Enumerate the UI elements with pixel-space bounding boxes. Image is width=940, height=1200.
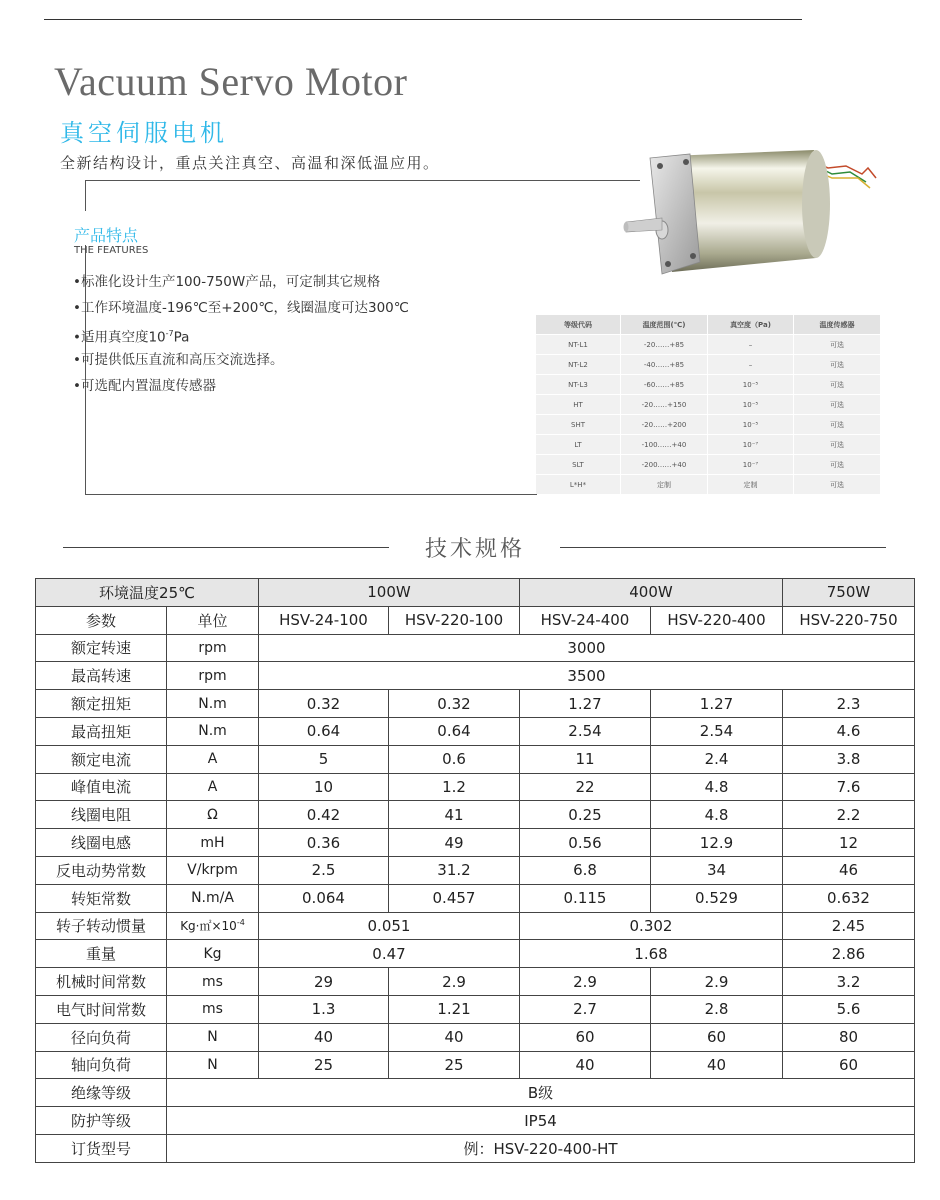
spec-row: [36, 1134, 915, 1162]
spec-row: [36, 1023, 915, 1051]
spec-label: 线圈电感: [36, 829, 167, 857]
spec-unit: N: [167, 1023, 259, 1051]
grade-cell: 可选: [794, 395, 880, 414]
spec-value: 4.6: [783, 717, 915, 745]
spec-unit: N.m: [167, 717, 259, 745]
spec-value: 4.8: [651, 773, 783, 801]
spec-label: 径向负荷: [36, 1023, 167, 1051]
motor-photo: [618, 138, 918, 298]
grade-cell: -20……+200: [621, 415, 707, 434]
feature-text: •适用真空度10: [73, 329, 166, 346]
spec-value: 2.3: [783, 690, 915, 718]
spec-unit: [167, 912, 259, 940]
feature-item: •标准化设计生产100-750W产品，可定制其它规格: [73, 274, 381, 290]
spec-value: 2.45: [783, 912, 915, 940]
spec-value: 1.3: [259, 995, 389, 1023]
spec-unit: ms: [167, 968, 259, 996]
grade-header: 等级代码: [536, 315, 620, 334]
spec-label: 额定转速: [36, 634, 167, 662]
features-heading-en: THE FEATURES: [74, 245, 149, 256]
spec-row: [36, 634, 915, 662]
grade-row: [536, 435, 880, 454]
unit-label: 单位: [167, 606, 259, 634]
spec-value: 3000: [259, 634, 915, 662]
spec-value: 80: [783, 1023, 915, 1051]
grade-row: [536, 455, 880, 474]
spec-value: 2.54: [651, 717, 783, 745]
spec-row: [36, 662, 915, 690]
grade-cell: 可选: [794, 375, 880, 394]
spec-value: 4.8: [651, 801, 783, 829]
spec-row: [36, 745, 915, 773]
grade-header: 真空度（Pa): [708, 315, 793, 334]
spec-value: 5.6: [783, 995, 915, 1023]
spec-value: 46: [783, 856, 915, 884]
spec-value: 12.9: [651, 829, 783, 857]
spec-value: 0.32: [389, 690, 520, 718]
spec-row: [36, 884, 915, 912]
spec-value: 12: [783, 829, 915, 857]
frame-line: [85, 180, 640, 181]
feature-item: •可选配内置温度传感器: [73, 378, 216, 394]
spec-value: 2.9: [520, 968, 651, 996]
env-condition: 环境温度25℃: [36, 579, 259, 607]
spec-row: [36, 856, 915, 884]
spec-value: 31.2: [389, 856, 520, 884]
grade-row: [536, 395, 880, 414]
spec-value: 0.051: [259, 912, 520, 940]
grade-cell: 可选: [794, 435, 880, 454]
frame-line: [85, 180, 86, 211]
spec-value: 34: [651, 856, 783, 884]
feature-item: [73, 324, 409, 350]
spec-label: 绝缘等级: [36, 1079, 167, 1107]
spec-value: 2.9: [651, 968, 783, 996]
grade-cell: 10⁻⁵: [708, 415, 793, 434]
spec-value: 0.457: [389, 884, 520, 912]
spec-row: [36, 1051, 915, 1079]
grade-cell: –: [708, 335, 793, 354]
spec-label: 电气时间常数: [36, 995, 167, 1023]
spec-value: 0.632: [783, 884, 915, 912]
power-group: 100W: [259, 579, 520, 607]
spec-label: 线圈电阻: [36, 801, 167, 829]
model-name: HSV-220-400: [651, 606, 783, 634]
grade-cell: 10⁻⁷: [708, 455, 793, 474]
spec-value: 1.68: [520, 940, 783, 968]
param-label: 参数: [36, 606, 167, 634]
spec-value: 0.6: [389, 745, 520, 773]
spec-value: 40: [259, 1023, 389, 1051]
vacuum-unit: Pa: [173, 329, 190, 346]
spec-table: [35, 578, 915, 1163]
spec-value: 10: [259, 773, 389, 801]
spec-row: [36, 829, 915, 857]
grade-cell: NT-L2: [536, 355, 620, 374]
spec-unit: A: [167, 745, 259, 773]
spec-label: 订货型号: [36, 1134, 167, 1162]
spec-row: [36, 1107, 915, 1135]
grade-cell: 10⁻⁷: [708, 435, 793, 454]
grade-row: [536, 335, 880, 354]
model-name: HSV-24-100: [259, 606, 389, 634]
spec-value: 60: [651, 1023, 783, 1051]
frame-line: [85, 494, 537, 495]
spec-label: 峰值电流: [36, 773, 167, 801]
spec-value: 1.21: [389, 995, 520, 1023]
grade-cell: L*H*: [536, 475, 620, 494]
grade-cell: 可选: [794, 455, 880, 474]
spec-value: 11: [520, 745, 651, 773]
spec-label: 重量: [36, 940, 167, 968]
spec-value: 0.25: [520, 801, 651, 829]
grade-cell: -100……+40: [621, 435, 707, 454]
spec-unit: rpm: [167, 662, 259, 690]
spec-value: 7.6: [783, 773, 915, 801]
grade-row: [536, 415, 880, 434]
spec-value: 2.54: [520, 717, 651, 745]
spec-header-row: [36, 579, 915, 607]
spec-model-row: [36, 606, 915, 634]
spec-value: 60: [783, 1051, 915, 1079]
spec-label: 转矩常数: [36, 884, 167, 912]
spec-unit: Ω: [167, 801, 259, 829]
spec-label: 反电动势常数: [36, 856, 167, 884]
grade-cell: HT: [536, 395, 620, 414]
model-name: HSV-220-100: [389, 606, 520, 634]
spec-value: 2.8: [651, 995, 783, 1023]
spec-label: 最高转速: [36, 662, 167, 690]
spec-value: 3.2: [783, 968, 915, 996]
spec-value: 40: [520, 1051, 651, 1079]
page-title-en: Vacuum Servo Motor: [54, 59, 408, 104]
grade-cell: 可选: [794, 415, 880, 434]
spec-row: [36, 940, 915, 968]
grade-row: [536, 355, 880, 374]
spec-value: 22: [520, 773, 651, 801]
spec-row: [36, 968, 915, 996]
spec-value: 0.32: [259, 690, 389, 718]
grade-cell: 定制: [708, 475, 793, 494]
spec-value: 0.115: [520, 884, 651, 912]
spec-value: 2.9: [389, 968, 520, 996]
spec-value: 3500: [259, 662, 915, 690]
top-rule: [44, 19, 802, 20]
grade-cell: NT-L1: [536, 335, 620, 354]
spec-label: 额定电流: [36, 745, 167, 773]
spec-unit: A: [167, 773, 259, 801]
feature-item: •可提供低压直流和高压交流选择。: [73, 352, 284, 368]
grade-row: [536, 475, 880, 494]
spec-value: 25: [389, 1051, 520, 1079]
model-name: HSV-24-400: [520, 606, 651, 634]
spec-value: 2.4: [651, 745, 783, 773]
grade-cell: 可选: [794, 475, 880, 494]
grade-header: 温度范围(℃): [621, 315, 707, 334]
spec-row: [36, 995, 915, 1023]
spec-unit: ms: [167, 995, 259, 1023]
spec-value: 0.302: [520, 912, 783, 940]
spec-label: 额定扭矩: [36, 690, 167, 718]
spec-value: IP54: [167, 1107, 915, 1135]
spec-value: 0.529: [651, 884, 783, 912]
spec-value: 0.56: [520, 829, 651, 857]
grade-cell: –: [708, 355, 793, 374]
spec-value: 1.27: [520, 690, 651, 718]
features-heading: 产品特点: [74, 226, 139, 245]
spec-unit: N.m: [167, 690, 259, 718]
spec-value: B级: [167, 1079, 915, 1107]
spec-value: 0.064: [259, 884, 389, 912]
spec-label: 最高扭矩: [36, 717, 167, 745]
spec-value: 29: [259, 968, 389, 996]
power-group: 750W: [783, 579, 915, 607]
grade-cell: 定制: [621, 475, 707, 494]
grade-cell: -20……+85: [621, 335, 707, 354]
grade-table: [535, 314, 881, 495]
page-subtitle: 全新结构设计，重点关注真空、高温和深低温应用。: [60, 154, 440, 172]
spec-row: [36, 773, 915, 801]
inertia-unit: Kg·㎡×10: [180, 919, 237, 934]
spec-value: 25: [259, 1051, 389, 1079]
grade-cell: SLT: [536, 455, 620, 474]
feature-item: •工作环境温度-196℃至+200℃，线圈温度可达300℃: [73, 300, 409, 316]
spec-value: 0.42: [259, 801, 389, 829]
spec-unit: N: [167, 1051, 259, 1079]
grade-cell: -60……+85: [621, 375, 707, 394]
grade-cell: 可选: [794, 355, 880, 374]
spec-label: 防护等级: [36, 1107, 167, 1135]
vacuum-exponent: -7: [165, 329, 174, 338]
model-name: HSV-220-750: [783, 606, 915, 634]
spec-value: 2.2: [783, 801, 915, 829]
spec-value: 1.27: [651, 690, 783, 718]
spec-label: 轴向负荷: [36, 1051, 167, 1079]
spec-value: 1.2: [389, 773, 520, 801]
spec-label: 转子转动惯量: [36, 912, 167, 940]
page-title-cn: 真空伺服电机: [60, 119, 228, 147]
power-group: 400W: [520, 579, 783, 607]
grade-cell: 可选: [794, 335, 880, 354]
spec-row: [36, 690, 915, 718]
spec-value: 2.7: [520, 995, 651, 1023]
spec-value: 0.47: [259, 940, 520, 968]
spec-unit: mH: [167, 829, 259, 857]
spec-row: [36, 717, 915, 745]
spec-value: 0.64: [389, 717, 520, 745]
grade-cell: -40……+85: [621, 355, 707, 374]
spec-row: [36, 1079, 915, 1107]
spec-label: 机械时间常数: [36, 968, 167, 996]
spec-row: [36, 801, 915, 829]
grade-cell: SHT: [536, 415, 620, 434]
spec-unit: V/krpm: [167, 856, 259, 884]
grade-cell: 10⁻⁵: [708, 375, 793, 394]
spec-value: 0.64: [259, 717, 389, 745]
spec-value: 0.36: [259, 829, 389, 857]
spec-value: 2.5: [259, 856, 389, 884]
section-rule: [560, 547, 886, 548]
spec-value: 49: [389, 829, 520, 857]
section-title: 技术规格: [424, 537, 525, 562]
spec-value: 3.8: [783, 745, 915, 773]
spec-value: 60: [520, 1023, 651, 1051]
spec-value: 40: [389, 1023, 520, 1051]
section-rule: [63, 547, 389, 548]
feature-list: [73, 272, 409, 402]
spec-value: 40: [651, 1051, 783, 1079]
grade-header: 温度传感器: [794, 315, 880, 334]
spec-value: 2.86: [783, 940, 915, 968]
spec-unit: Kg: [167, 940, 259, 968]
grade-cell: -200……+40: [621, 455, 707, 474]
grade-cell: 10⁻⁵: [708, 395, 793, 414]
spec-value: 5: [259, 745, 389, 773]
spec-value: 6.8: [520, 856, 651, 884]
spec-unit: rpm: [167, 634, 259, 662]
grade-cell: LT: [536, 435, 620, 454]
inertia-exponent: -4: [236, 918, 245, 928]
spec-value: 41: [389, 801, 520, 829]
grade-row: [536, 375, 880, 394]
grade-cell: NT-L3: [536, 375, 620, 394]
spec-row: [36, 912, 915, 940]
spec-value: 例：HSV-220-400-HT: [167, 1134, 915, 1162]
spec-unit: N.m/A: [167, 884, 259, 912]
grade-cell: -20……+150: [621, 395, 707, 414]
